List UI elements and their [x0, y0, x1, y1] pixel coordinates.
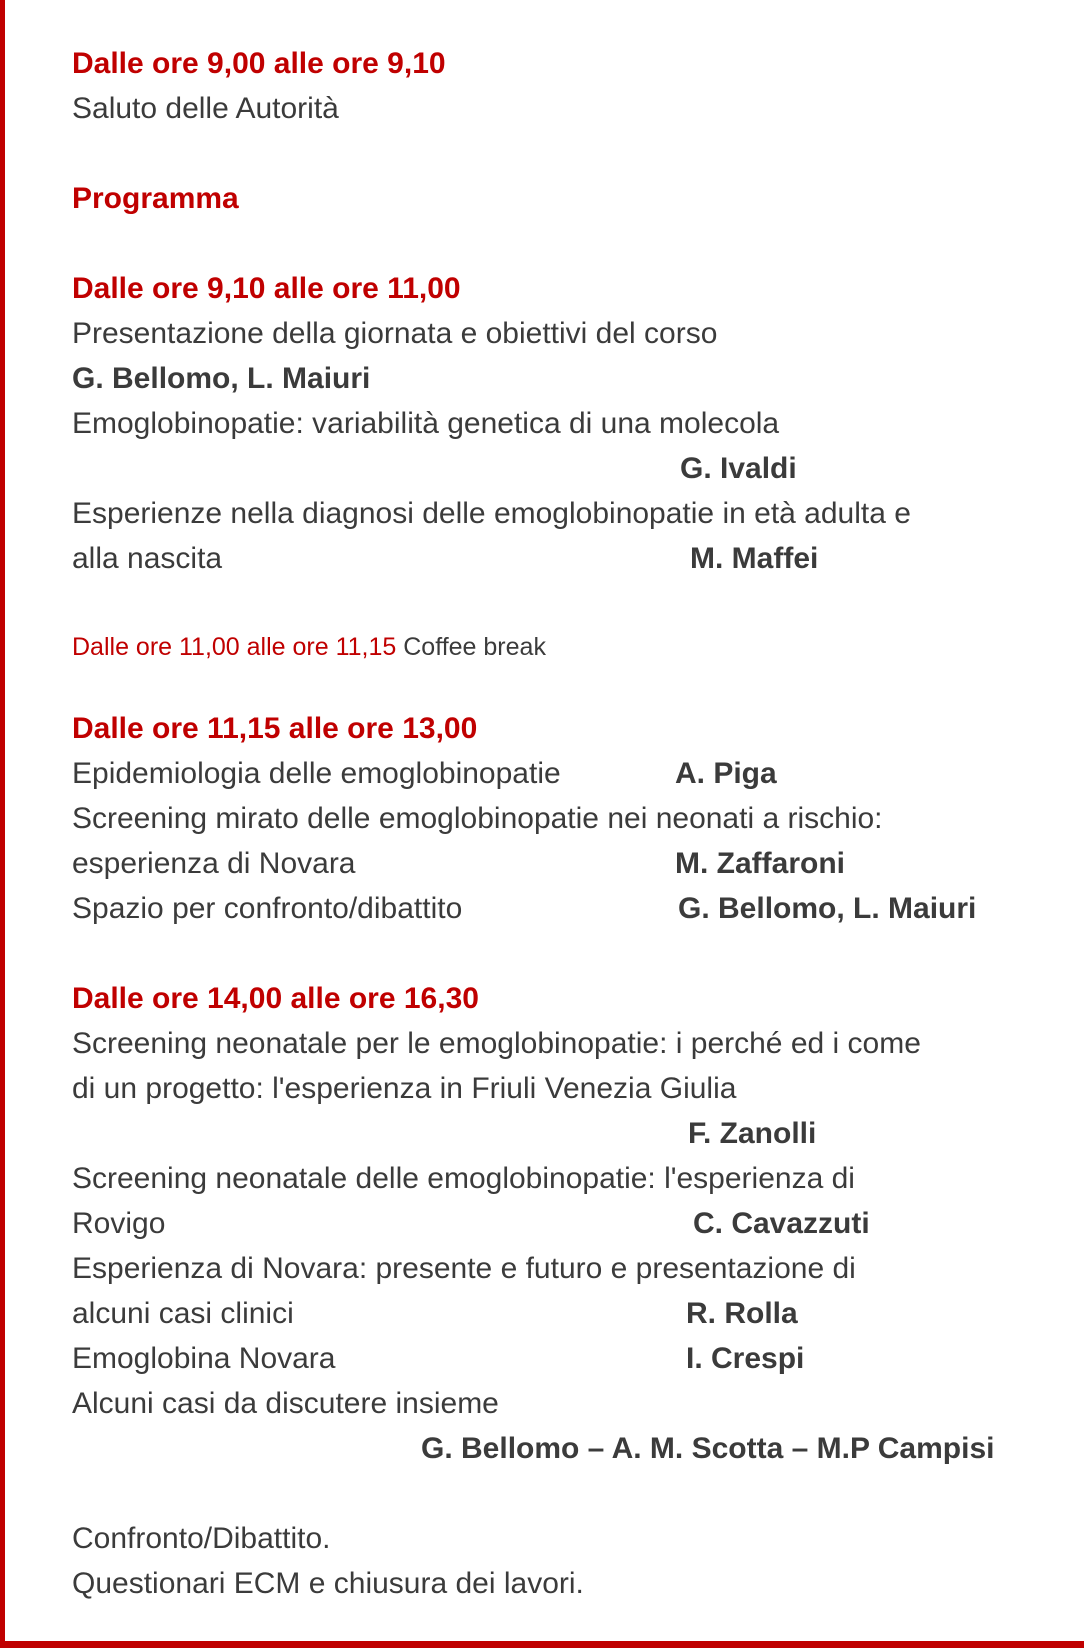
session3-item3-text-line2: alcuni casi clinici [72, 1297, 294, 1330]
session3-item4-speaker: I. Crespi [686, 1342, 805, 1375]
session1-time: Dalle ore 9,10 alle ore 11,00 [72, 272, 461, 305]
session3-item5-speaker: G. Bellomo – A. M. Scotta – M.P Campisi [421, 1432, 995, 1465]
session3-time: Dalle ore 14,00 alle ore 16,30 [72, 982, 479, 1015]
programma-heading: Programma [72, 182, 239, 215]
session3-item2-text-line2: Rovigo [72, 1207, 166, 1240]
session3-item5-text: Alcuni casi da discutere insieme [72, 1387, 499, 1420]
opening-time: Dalle ore 9,00 alle ore 9,10 [72, 47, 446, 80]
session3-item2-speaker: C. Cavazzuti [693, 1207, 870, 1240]
session2-time: Dalle ore 11,15 alle ore 13,00 [72, 712, 478, 745]
closing-line1: Confronto/Dibattito. [72, 1522, 331, 1555]
session2-item1-speaker: A. Piga [675, 757, 777, 790]
session3-item1-speaker: F. Zanolli [688, 1117, 817, 1150]
session1-item2-speaker: G. Ivaldi [680, 452, 797, 485]
session2-item2-text-line1: Screening mirato delle emoglobinopatie nei neonati a rischio: [72, 802, 883, 835]
session1-item3-text-line1: Esperienze nella diagnosi delle emoglobinopatie in età adulta e [72, 497, 911, 530]
session1-item2-text: Emoglobinopatie: variabilità genetica di una molecola [72, 407, 780, 440]
coffee-break-line [72, 629, 546, 665]
session1-item1-speaker: G. Bellomo, L. Maiuri [72, 362, 371, 395]
session3-item1-text-line1: Screening neonatale per le emoglobinopatie: i perché ed i come [72, 1027, 921, 1060]
session3-item3-text-line1: Esperienza di Novara: presente e futuro e presentazione di [72, 1252, 856, 1285]
coffee-break-text: Coffee break [403, 633, 546, 661]
session1-item3-speaker: M. Maffei [690, 542, 819, 575]
session3-item2-text-line1: Screening neonatale delle emoglobinopatie: l'esperienza di [72, 1162, 855, 1195]
session1-item3-text-line2: alla nascita [72, 542, 223, 575]
session3-item1-text-line2: di un progetto: l'esperienza in Friuli Venezia Giulia [72, 1072, 737, 1105]
session2-item3-speaker: G. Bellomo, L. Maiuri [678, 892, 977, 925]
session2-item1-text: Epidemiologia delle emoglobinopatie [72, 757, 561, 790]
left-border [0, 0, 5, 1648]
coffee-break-time: Dalle ore 11,00 alle ore 11,15 [72, 633, 397, 661]
session2-item3-text: Spazio per confronto/dibattito [72, 892, 463, 925]
opening-text: Saluto delle Autorità [72, 92, 339, 125]
session2-item2-text-line2: esperienza di Novara [72, 847, 356, 880]
session2-item2-speaker: M. Zaffaroni [675, 847, 845, 880]
bottom-border [0, 1641, 1084, 1648]
session1-item1-text: Presentazione della giornata e obiettivi del corso [72, 317, 718, 350]
session3-item4-text: Emoglobina Novara [72, 1342, 336, 1375]
closing-line2: Questionari ECM e chiusura dei lavori. [72, 1567, 584, 1600]
session3-item3-speaker: R. Rolla [686, 1297, 798, 1330]
